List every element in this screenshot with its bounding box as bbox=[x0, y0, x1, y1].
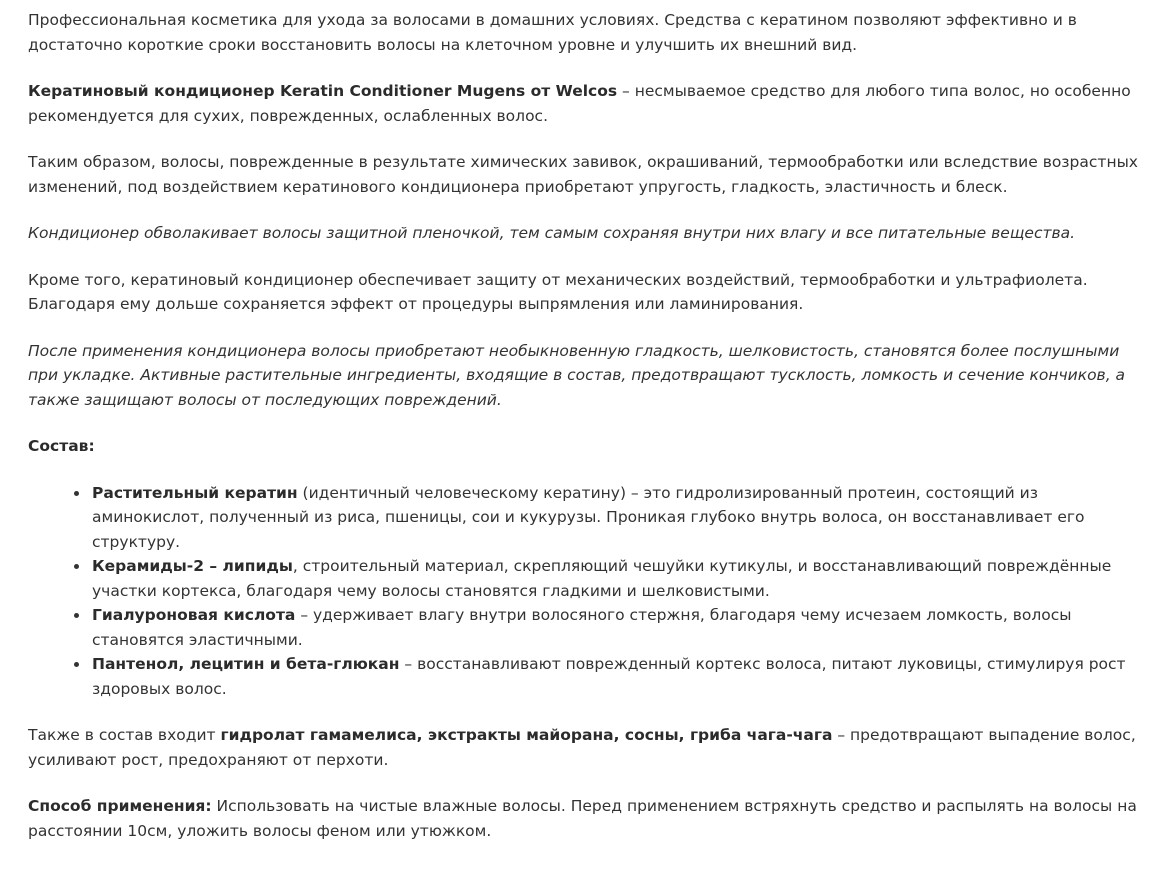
intro-text: Профессиональная косметика для ухода за волосами в домашних условиях. Средства с кератином позволяют эффективно и в достаточно короткие сроки восстановить волосы на клеточном уровне и улучшить их внешний вид. bbox=[28, 11, 1077, 54]
composition-heading bbox=[28, 434, 1142, 459]
usage-text: Использовать на чистые влажные волосы. Перед применением встряхнуть средство и распылять на волосы на расстоянии 10см, уложить волосы феном или утюжком. bbox=[28, 797, 1137, 840]
list-item-description: , строительный материал, скрепляющий чешуйки кутикулы, и восстанавливающий повреждённые участки кортекса, благодаря чему волосы становятся гладкими и шелковистыми. bbox=[92, 557, 1112, 600]
usage-label: Способ применения: bbox=[28, 797, 212, 815]
additional-prefix: Также в состав входит bbox=[28, 726, 221, 744]
list-item-description: (идентичный человеческому кератину) – это гидролизированный протеин, состоящий из аминокислот, полученный из риса, пшеницы, сои и кукурузы. Проникая глубоко внутрь волоса, он восстанавливает его структуру. bbox=[92, 483, 1085, 551]
effect-paragraph bbox=[28, 150, 1142, 199]
film-note-paragraph bbox=[28, 221, 1142, 246]
effect-text: Таким образом, волосы, поврежденные в результате химических завивок, окрашиваний, термообработки или вследствие возрастных изменений, под воздействием кератинового кондиционера приобретают упругость, гладкость, эластичность и блеск. bbox=[28, 153, 1138, 196]
composition-list bbox=[28, 481, 1142, 702]
composition-heading-text: Состав: bbox=[28, 437, 95, 455]
protection-text: Кроме того, кератиновый кондиционер обеспечивает защиту от механических воздействий, термообработки и ультрафиолета. Благодаря ему дольше сохраняется эффект от процедуры выпрямления или ламинирования. bbox=[28, 270, 1088, 313]
list-item-ceramides bbox=[90, 554, 1142, 603]
list-item-keratin bbox=[90, 481, 1142, 555]
additional-ingredients-paragraph bbox=[28, 723, 1142, 772]
list-item-name: Пантенол, лецитин и бета-глюкан bbox=[92, 655, 400, 673]
product-title-paragraph bbox=[28, 79, 1142, 128]
intro-paragraph bbox=[28, 8, 1142, 57]
list-item-name: Растительный кератин bbox=[92, 483, 298, 502]
list-item-description: – удерживает влагу внутри волосяного стержня, благодаря чему исчезаем ломкость, волосы становятся эластичными. bbox=[92, 606, 1072, 649]
list-item-panthenol bbox=[90, 652, 1142, 701]
list-item-hyaluronic bbox=[90, 603, 1142, 652]
product-title-bold: Кератиновый кондиционер Keratin Conditioner Mugens от Welcos bbox=[28, 82, 618, 100]
result-note-paragraph bbox=[28, 339, 1142, 413]
result-note-text: После применения кондиционера волосы приобретают необыкновенную гладкость, шелковистость, становятся более послушными при укладке. Активные растительные ингредиенты, входящие в состав, предотвращают тусклость, ломкость и сечение кончиков, а также защищают волосы от последующих повреждений. bbox=[28, 341, 1126, 409]
product-title-rest: – несмываемое средство для любого типа волос, но особенно рекомендуется для сухих, поврежденных, ослабленных волос. bbox=[28, 82, 1131, 125]
list-item-name: Керамиды-2 – липиды bbox=[92, 557, 293, 575]
additional-bold: гидролат гамамелиса, экстракты майорана, сосны, гриба чага-чага bbox=[220, 726, 833, 744]
protection-paragraph bbox=[28, 268, 1142, 317]
additional-suffix: – предотвращают выпадение волос, усиливают рост, предохраняют от перхоти. bbox=[28, 726, 1136, 769]
usage-paragraph bbox=[28, 794, 1142, 843]
list-item-name: Гиалуроновая кислота bbox=[92, 606, 296, 624]
film-note-text: Кондиционер обволакивает волосы защитной пленочкой, тем самым сохраняя внутри них влагу и все питательные вещества. bbox=[28, 224, 1076, 242]
list-item-description: – восстанавливают поврежденный кортекс волоса, питают луковицы, стимулируя рост здоровых волос. bbox=[92, 655, 1126, 698]
